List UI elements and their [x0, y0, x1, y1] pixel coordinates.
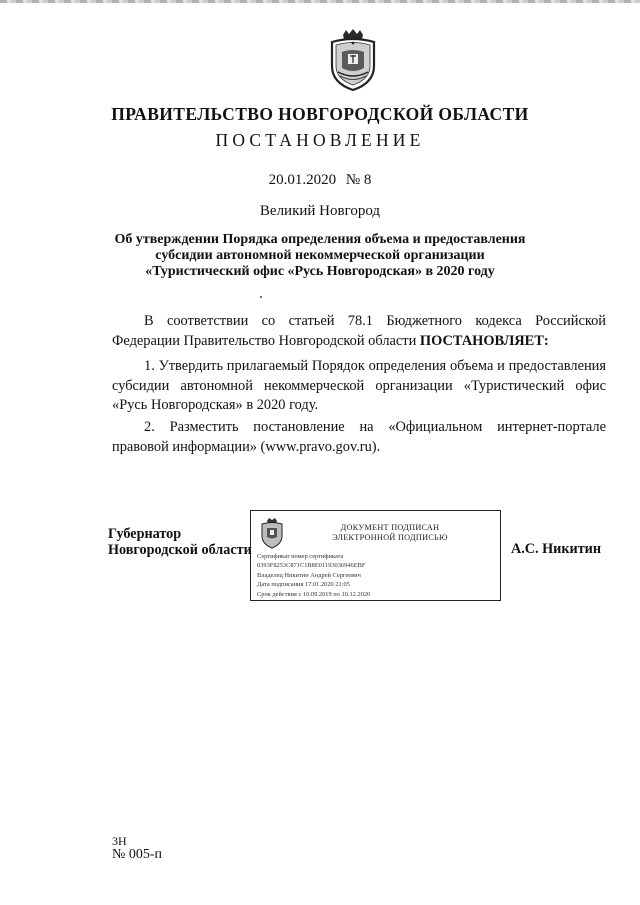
city: Великий Новгород — [259, 203, 381, 219]
item-2-text: 2. Разместить постановление на «Официальном интернет-портале правовой информации» (www.pravo.gov.ru). — [112, 419, 606, 455]
footer-doc-number: № 005-п — [112, 847, 163, 862]
signatory-name: А.С. Никитин — [511, 541, 602, 557]
stamp-title-line: ДОКУМЕНТ ПОДПИСАН — [340, 523, 440, 532]
date-number-line — [0, 172, 640, 189]
electronic-signature-stamp — [250, 510, 501, 601]
document-number: № 8 — [345, 172, 372, 188]
item-1-text: 1. Утвердить прилагаемый Порядок определения объема и предоставления субсидии автономной некоммерческой организации «Туристический офис «Русь Новгородская» в 2020 году. — [112, 358, 606, 414]
certificate-number: 0393F8253C871C1B8E01193036946EBF — [257, 562, 366, 570]
coat-of-arms-icon — [259, 517, 285, 549]
document-subject — [0, 232, 640, 280]
decree-keyword: ПОСТАНОВЛЯЕТ: — [419, 332, 549, 349]
organization-title: ПРАВИТЕЛЬСТВО НОВГОРОДСКОЙ ОБЛАСТИ — [111, 104, 529, 124]
signatory-position — [108, 527, 252, 558]
subject-line: Об утверждении Порядка определения объема и предоставления — [114, 232, 526, 247]
signing-date: Дата подписания 17.01.2020 21:05 — [257, 581, 350, 589]
stamp-title-line: ЭЛЕКТРОННОЙ ПОДПИСЬЮ — [332, 533, 448, 542]
footer-code: 3Н — [112, 834, 127, 848]
certificate-validity: Срок действия с 10.09.2019 по 10.12.2020 — [257, 590, 371, 598]
document-date: 20.01.2020 — [268, 172, 337, 188]
stamp-details — [257, 552, 370, 599]
subject-line: субсидии автономной некоммерческой организации — [155, 248, 485, 263]
position-line: Губернатор — [108, 526, 182, 542]
certificate-owner: Владелец Никитин Андрей Сергеевич — [257, 571, 361, 579]
position-line: Новгородской области — [108, 541, 252, 558]
certificate-label: Сертификат номер сертификата — [257, 553, 344, 560]
coat-of-arms-emblem — [326, 28, 380, 92]
preamble-text: В соответствии со статьей 78.1 Бюджетного кодекса Российской Федерации Правительство Новгородской области — [112, 313, 606, 349]
document-type: ПОСТАНОВЛЕНИЕ — [215, 130, 425, 150]
stamp-title — [295, 523, 485, 543]
paragraph-preamble — [112, 312, 606, 351]
paragraph-item-2 — [112, 418, 606, 457]
scan-edge — [0, 0, 640, 3]
subject-line: «Туристический офис «Русь Новгородская» в 2020 году — [145, 264, 495, 279]
scan-speck — [260, 296, 262, 298]
paragraph-item-1 — [112, 357, 606, 416]
footer-codes — [112, 835, 162, 861]
